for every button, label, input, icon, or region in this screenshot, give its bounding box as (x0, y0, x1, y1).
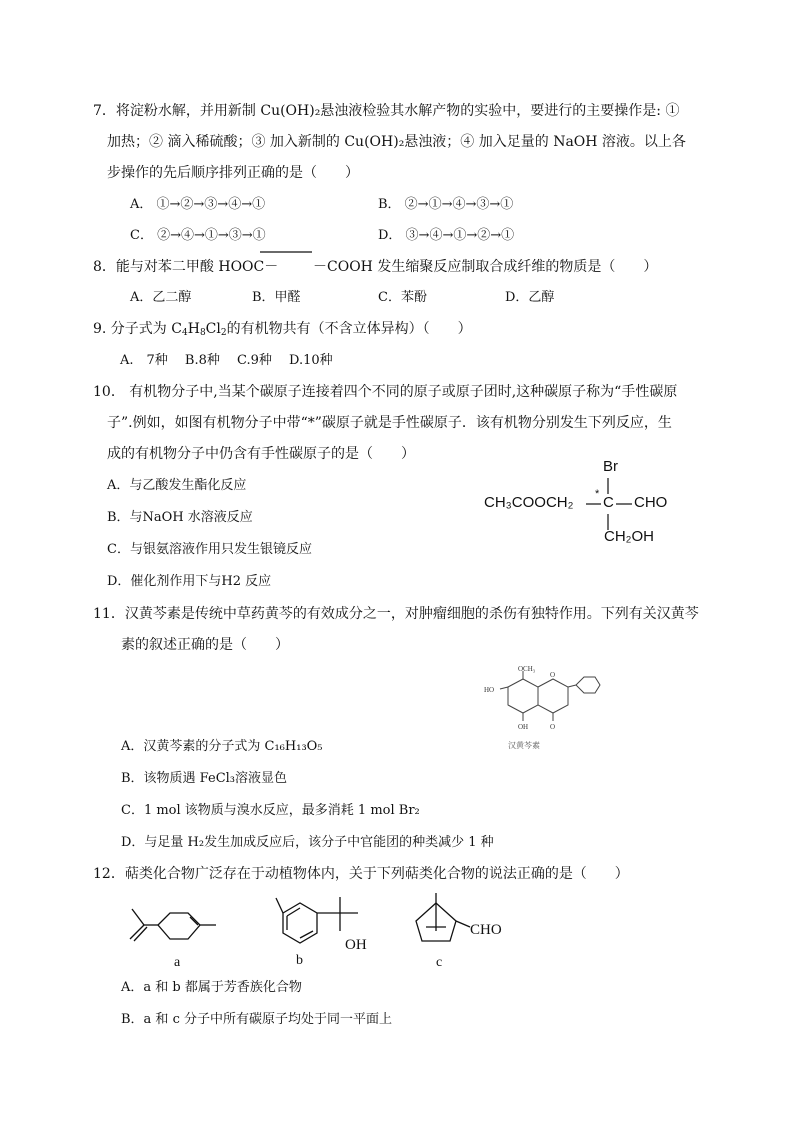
q8-option-d: D．乙醇 (505, 290, 555, 305)
q10-option-d: D．催化剂作用下与H2 反应 (107, 574, 272, 589)
q7-option-c: C． ②→④→①→③→① (130, 228, 266, 243)
q7-stem-line2: 加热；② 滴入稀硫酸；③ 加入新制的 Cu(OH)₂悬浊液；④ 加入足量的 NaOH 溶液。以上各 (107, 134, 686, 150)
q12-stem-line1: 12．萜类化合物广泛存在于动植物体内，关于下列萜类化合物的说法正确的是（ ） (93, 866, 629, 882)
structure-c-label: c (436, 955, 443, 970)
q9-sub-h: 8 (199, 328, 206, 338)
structure-a-ring (158, 913, 200, 939)
q12-terpene-structures (118, 893, 518, 973)
q10-stem-line2: 子”.例如，如图有机物分子中带“*”碳原子就是手性碳原子．该有机物分别发生下列反应，生 (107, 415, 672, 431)
q8-stem-right: －COOH 发生缩聚反应制取合成纤维的物质是（ ） (313, 259, 658, 275)
q7-stem-line3: 步操作的先后顺序排列正确的是（ ） (107, 165, 359, 181)
q10-chiral-structure-figure (482, 458, 712, 558)
wogonin-caption: 汉黄芩素 (508, 741, 540, 750)
q10-stem-line1: 10． 有机物分子中,当某个碳原子连接着四个不同的原子或原子团时,这种碳原子称为“手性碳原 (93, 384, 678, 400)
q12-option-b: B．a 和 c 分子中所有碳原子均处于同一平面上 (121, 1012, 392, 1027)
q11-wogonin-figure (478, 665, 608, 760)
q9-stem-h: H (187, 321, 200, 337)
och3-text: OCH₃ (518, 665, 536, 673)
wogonin-structure-drawing (478, 665, 608, 760)
q9-options: A. 7种 B.8种 C.9种 D.10种 (120, 353, 333, 368)
q10-stem-line3: 成的有机物分子中仍含有手性碳原子的是（ ） (107, 446, 415, 462)
q7-stem-line1: 7．将淀粉水解，并用新制 Cu(OH)₂悬浊液检验其水解产物的实验中，要进行的主要操作是: ① (93, 103, 680, 119)
q7-option-b: B． ②→①→④→③→① (378, 197, 514, 212)
q9-stem-pre: 9. 分子式为 C (93, 321, 182, 337)
structure-b-label: b (296, 953, 303, 968)
chiral-carbon-label: C (603, 494, 614, 511)
ketone-o-text: O (550, 723, 556, 731)
q7-option-d: D． ③→④→①→②→① (378, 228, 515, 243)
benzene-ring-inline-icon (258, 250, 314, 278)
hydroxymethyl-label: CH₂OH (604, 528, 654, 545)
chiral-star-label: * (595, 488, 600, 500)
q12-option-a: A．a 和 b 都属于芳香族化合物 (121, 980, 302, 995)
aldehyde-label: CHO (634, 494, 668, 511)
q10-option-a: A．与乙酸发生酯化反应 (107, 478, 247, 493)
q8-option-a: A．乙二醇 (130, 290, 192, 305)
structure-b-oh: OH (345, 937, 367, 953)
q8-option-b: B．甲醛 (252, 290, 301, 305)
structure-a-label: a (174, 955, 181, 970)
bromine-label: Br (603, 458, 618, 475)
q9-sub-cl: 2 (220, 328, 227, 338)
q10-option-c: C．与银氨溶液作用只发生银镜反应 (107, 542, 312, 557)
acetate-group-label: CH₃COOCH₂ (484, 494, 574, 511)
q11-option-a: A．汉黄芩素的分子式为 C₁₆H₁₃O₅ (121, 739, 323, 754)
ring-o-text: O (550, 671, 556, 679)
oh-text-bottom: OH (518, 723, 529, 731)
q9-sub-c: 4 (181, 328, 188, 338)
ho-text-left: HO (484, 686, 495, 694)
q10-option-b: B．与NaOH 水溶液反应 (107, 510, 253, 525)
structure-b-ring (283, 903, 317, 943)
q9-stem-post: 的有机物共有（不含立体异构）（ ） (226, 321, 472, 337)
q8-stem-left: 8．能与对苯二甲酸 HOOC－ (93, 259, 279, 275)
q11-option-b: B．该物质遇 FeCl₃溶液显色 (121, 771, 288, 786)
q11-stem-line2: 素的叙述正确的是（ ） (121, 637, 289, 653)
q10-bond-lines (482, 458, 712, 558)
q8-option-c: C．苯酚 (378, 290, 427, 305)
q11-stem-line1: 11．汉黄芩素是传统中草药黄芩的有效成分之一，对肿瘤细胞的杀伤有独特作用。下列有关汉黄芩 (93, 606, 699, 622)
q11-option-c: C．1 mol 该物质与溴水反应，最多消耗 1 mol Br₂ (121, 803, 420, 818)
structure-c-cho: CHO (470, 922, 502, 938)
q11-option-d: D．与足量 H₂发生加成反应后，该分子中官能团的种类减少 1 种 (121, 835, 494, 850)
q9-stem (93, 319, 472, 339)
q7-option-a: A． ①→②→③→④→① (130, 197, 266, 212)
q9-stem-cl: Cl (205, 321, 221, 337)
